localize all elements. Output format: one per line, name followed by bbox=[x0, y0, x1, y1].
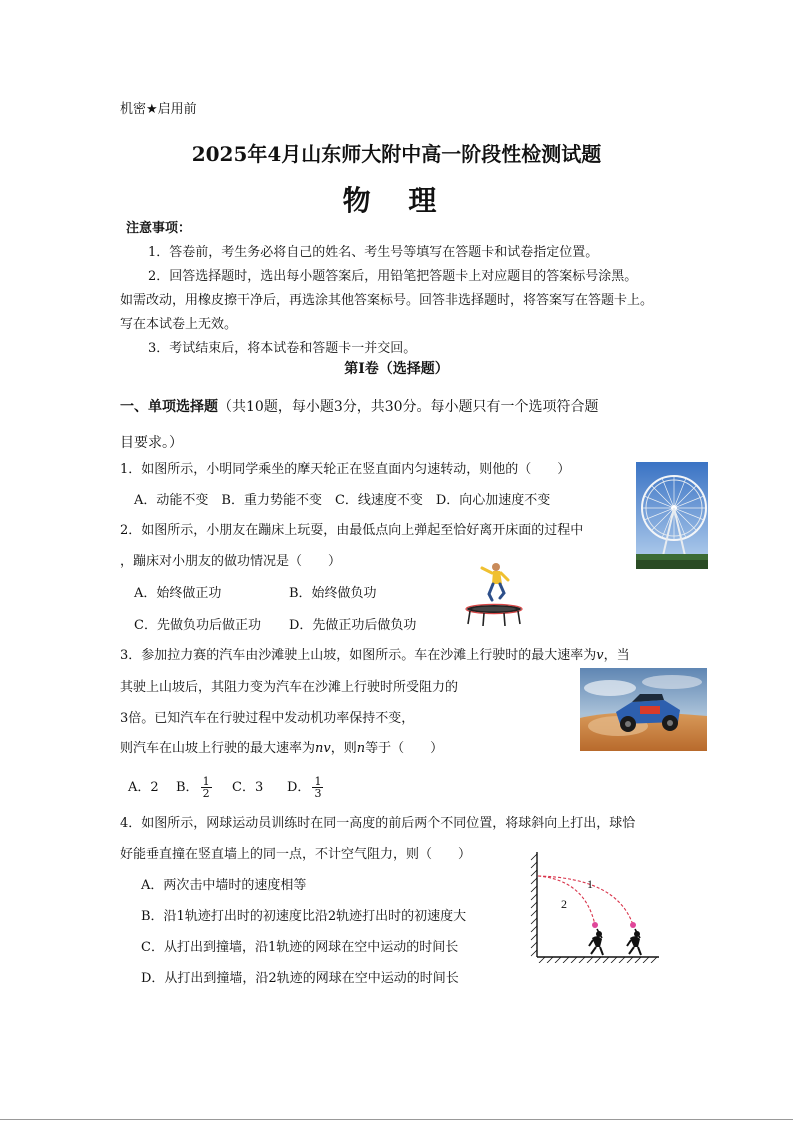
notice-item-1: 1．答卷前，考生务必将自己的姓名、考生号等填写在答题卡和试卷指定位置。 bbox=[148, 245, 599, 260]
q3-option-c: C．3 bbox=[232, 780, 264, 795]
exam-title: 2025年4月山东师大附中高一阶段性检测试题 bbox=[191, 142, 602, 166]
q3-stem-text-c: 等于（ ） bbox=[365, 741, 444, 756]
q4-option-a: A．两次击中墙时的速度相等 bbox=[141, 878, 307, 893]
notice-item-2-line-3: 写在本试卷上无效。 bbox=[120, 317, 238, 332]
q2-option-d: D．先做正功后做负功 bbox=[289, 618, 417, 633]
subject-title: 物 理 bbox=[342, 184, 451, 217]
notice-item-2-line-1: 2．回答选择题时，选出每小题答案后，用铅笔把答题卡上对应题目的答案标号涂黑。 bbox=[148, 269, 638, 284]
q2-stem-line-1: 2．如图所示，小朋友在蹦床上玩耍，由最低点向上弹起至恰好离开床面的过程中 bbox=[120, 523, 584, 538]
ball-2 bbox=[592, 922, 598, 928]
fraction-denominator: 3 bbox=[314, 787, 322, 800]
notice-item-2-line-2: 如需改动，用橡皮擦干净后，再选涂其他答案标号。回答非选择题时，将答案写在答题卡上。 bbox=[120, 293, 654, 308]
q3-stem-line-4 bbox=[120, 740, 443, 758]
part-description-line-2: 目要求。） bbox=[120, 435, 183, 451]
ferris-wheel-image bbox=[636, 462, 708, 569]
q4-stem-line-1: 4．如图所示，网球运动员训练时在同一高度的前后两个不同位置，将球斜向上打出，球恰 bbox=[120, 816, 636, 831]
player-2 bbox=[589, 929, 603, 955]
q3-stem-text-b: ，则 bbox=[330, 741, 357, 756]
rally-car-image bbox=[580, 668, 707, 751]
q2-option-c: C．先做负功后做正功 bbox=[134, 618, 261, 633]
volume-title: 第Ⅰ卷（选择题） bbox=[344, 361, 449, 377]
page-bottom-rule bbox=[0, 1119, 793, 1120]
q3-stem-end: ，当 bbox=[603, 648, 630, 663]
q2-stem-line-2: ，蹦床对小朋友的做功情况是（ ） bbox=[120, 554, 342, 569]
trajectory-label-1: 1 bbox=[587, 877, 593, 891]
q4-option-c: C．从打出到撞墙，沿1轨迹的网球在空中运动的时间长 bbox=[141, 940, 459, 955]
wall-hatching bbox=[531, 854, 537, 956]
fraction-denominator: 2 bbox=[202, 787, 210, 800]
q3-option-d bbox=[287, 774, 325, 802]
fraction-numerator: 1 bbox=[202, 775, 210, 788]
nv-symbol: nv bbox=[315, 741, 331, 756]
velocity-symbol: v bbox=[596, 648, 604, 663]
q3-option-a: A．2 bbox=[128, 780, 159, 795]
q3-stem-line-1 bbox=[120, 647, 630, 665]
q3-stem-line-3: 3倍。已知汽车在行驶过程中发动机功率保持不变， bbox=[120, 711, 415, 726]
fraction-one-half bbox=[201, 776, 212, 799]
part-description: （共10题，每小题3分，共30分。每小题只有一个选项符合题 bbox=[218, 399, 599, 415]
trampoline-image bbox=[462, 560, 526, 628]
secret-mark: 机密★启用前 bbox=[120, 102, 197, 117]
notice-heading: 注意事项： bbox=[126, 221, 192, 236]
q1-options: A．动能不变 B．重力势能不变 C．线速度不变 D．向心加速度不变 bbox=[134, 493, 551, 508]
q3-option-b bbox=[176, 774, 214, 802]
part-heading bbox=[120, 397, 599, 417]
q3-option-d-label: D． bbox=[287, 780, 311, 795]
q4-stem-line-2: 好能垂直撞在竖直墙上的同一点，不计空气阻力，则（ ） bbox=[120, 847, 472, 862]
fraction-numerator: 1 bbox=[314, 775, 322, 788]
tennis-trajectory-diagram bbox=[527, 848, 662, 963]
q4-option-b: B．沿1轨迹打出时的初速度比沿2轨迹打出时的初速度大 bbox=[141, 909, 467, 924]
part-title: 一、单项选择题 bbox=[120, 399, 218, 415]
ground-hatching bbox=[539, 957, 657, 963]
q2-option-a: A．始终做正功 bbox=[134, 586, 222, 601]
n-symbol: n bbox=[356, 741, 366, 756]
q1-stem: 1．如图所示，小明同学乘坐的摩天轮正在竖直面内匀速转动，则他的（ ） bbox=[120, 462, 571, 477]
q4-option-d: D．从打出到撞墙，沿2轨迹的网球在空中运动的时间长 bbox=[141, 971, 459, 986]
player-1 bbox=[627, 929, 641, 955]
q3-option-b-label: B． bbox=[176, 780, 199, 795]
q3-stem-text-a: 则汽车在山坡上行驶的最大速率为 bbox=[120, 741, 316, 756]
trajectory-label-2: 2 bbox=[561, 897, 567, 911]
q3-stem-text: 3．参加拉力赛的汽车由沙滩驶上山坡，如图所示。车在沙滩上行驶时的最大速率为 bbox=[120, 648, 597, 663]
notice-item-3: 3．考试结束后，将本试卷和答题卡一并交回。 bbox=[148, 341, 417, 356]
ball-1 bbox=[630, 922, 636, 928]
q3-stem-line-2: 其驶上山坡后，其阻力变为汽车在沙滩上行驶时所受阻力的 bbox=[120, 680, 459, 695]
fraction-one-third bbox=[312, 776, 323, 799]
q2-option-b: B．始终做负功 bbox=[289, 586, 377, 601]
